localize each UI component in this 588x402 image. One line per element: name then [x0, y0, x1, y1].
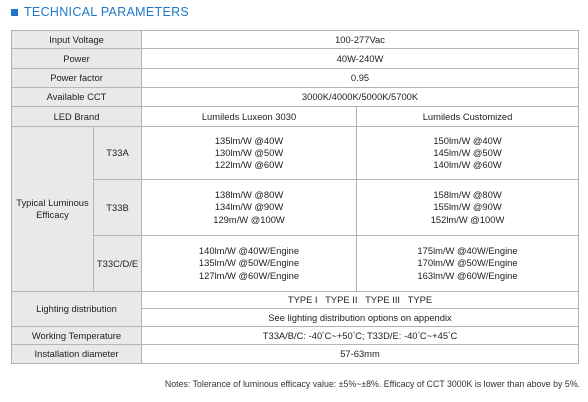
- row-value-cct: 3000K/4000K/5000K/5700K: [142, 88, 579, 107]
- efficacy-value: 129m/W @100W: [213, 213, 285, 225]
- table-row: [12, 180, 579, 236]
- efficacy-value: 163lm/W @60W/Engine: [417, 269, 518, 281]
- section-title: TECHNICAL PARAMETERS: [24, 5, 190, 19]
- table-row: [12, 31, 579, 49]
- table-row: [12, 88, 579, 107]
- efficacy-value: 140lm/W @40W/Engine: [198, 245, 300, 257]
- efficacy-value: 175lm/W @40W/Engine: [417, 245, 518, 257]
- footnote: Notes: Tolerance of luminous efficacy value: ±5%~±8%. Efficacy of CCT 3000K is lower than above by 5%.: [164, 379, 580, 389]
- row-value-input-voltage: 100-277Vac: [142, 31, 579, 49]
- efficacy-value: 145lm/W @50W: [433, 146, 502, 158]
- section-header: [11, 4, 189, 20]
- degree-sign: °: [322, 332, 325, 338]
- efficacy-label-line2: Efficacy: [36, 209, 69, 220]
- row-value-installation-diameter: 57-63mm: [142, 345, 579, 364]
- efficacy-value: 134lm/W @90W: [214, 201, 284, 213]
- row-label-working-temperature: Working Temperature: [12, 327, 142, 345]
- temp-text: T33A/B/C: -40: [262, 330, 323, 341]
- degree-sign: °: [448, 332, 451, 338]
- lighting-distribution-note: See lighting distribution options on appendix: [142, 309, 579, 327]
- degree-sign: °: [417, 332, 420, 338]
- efficacy-value: 138lm/W @80W: [214, 189, 284, 201]
- efficacy-value: 140lm/W @60W: [433, 159, 502, 171]
- temp-text: C~+50: [324, 330, 353, 341]
- efficacy-value: 127lm/W @60W/Engine: [198, 269, 300, 281]
- lighting-distribution-types: TYPE I TYPE II TYPE III TYPE: [142, 292, 579, 309]
- temp-text: C~+45: [419, 330, 449, 341]
- table-row: [12, 292, 579, 309]
- model-name-t33b: T33B: [94, 180, 142, 236]
- row-label-efficacy: [12, 127, 94, 292]
- table-row: [12, 127, 579, 180]
- efficacy-value: 158lm/W @80W: [433, 189, 502, 201]
- degree-sign: °: [352, 332, 356, 338]
- efficacy-t33a-col1: [142, 127, 357, 180]
- table-row: [12, 69, 579, 88]
- efficacy-value: 152lm/W @100W: [430, 213, 505, 225]
- row-label-installation-diameter: Installation diameter: [12, 345, 142, 364]
- row-label-led-brand: LED Brand: [12, 107, 142, 127]
- efficacy-value: 170lm/W @50W/Engine: [417, 257, 518, 269]
- row-label-power-factor: Power factor: [12, 69, 142, 88]
- efficacy-t33a-col2: [357, 127, 579, 180]
- row-label-input-voltage: Input Voltage: [12, 31, 142, 49]
- efficacy-value: 135lm/W @40W: [214, 134, 284, 146]
- efficacy-value: 150lm/W @40W: [433, 134, 502, 146]
- efficacy-t33cde-col2: [357, 236, 579, 292]
- table-row: [12, 107, 579, 127]
- row-value-power-factor: 0.95: [142, 69, 579, 88]
- parameters-table: [11, 30, 579, 364]
- led-brand-col2: Lumileds Customized: [357, 107, 579, 127]
- table-row: [12, 236, 579, 292]
- row-label-power: Power: [12, 49, 142, 69]
- efficacy-value: 122lm/W @60W: [214, 159, 284, 171]
- efficacy-value: 155lm/W @90W: [433, 201, 502, 213]
- row-label-lighting-distribution: Lighting distribution: [12, 292, 142, 327]
- square-bullet-icon: [11, 9, 18, 16]
- led-brand-col1: Lumileds Luxeon 3030: [142, 107, 357, 127]
- row-value-power: 40W-240W: [142, 49, 579, 69]
- table-row: [12, 49, 579, 69]
- row-value-working-temperature: [142, 327, 579, 345]
- efficacy-t33cde-col1: [142, 236, 357, 292]
- model-name-t33cde: T33C/D/E: [94, 236, 142, 292]
- efficacy-label-line1: Typical Luminous: [16, 197, 89, 208]
- model-name-t33a: T33A: [94, 127, 142, 180]
- row-label-cct: Available CCT: [12, 88, 142, 107]
- efficacy-value: 130lm/W @50W: [214, 146, 284, 158]
- temp-text: C: [450, 330, 458, 341]
- efficacy-value: 135lm/W @50W/Engine: [198, 257, 300, 269]
- efficacy-t33b-col2: [357, 180, 579, 236]
- temp-text: C; T33D/E: -40: [355, 330, 418, 341]
- table-row: [12, 345, 579, 364]
- table-row: [12, 327, 579, 345]
- efficacy-t33b-col1: [142, 180, 357, 236]
